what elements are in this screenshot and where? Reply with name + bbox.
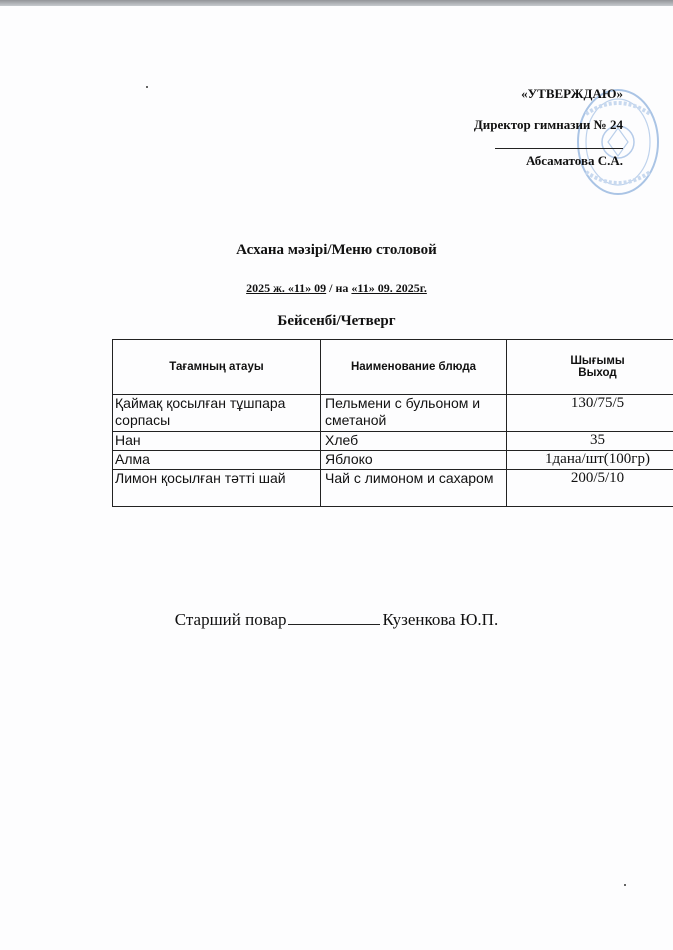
chef-signature-line xyxy=(288,610,380,625)
dish-ru: Пельмени с бульоном и сметаной xyxy=(321,395,507,432)
table-row xyxy=(113,432,673,451)
approval-heading: «УТВЕРЖДАЮ» xyxy=(521,86,623,101)
dish-ru: Яблоко xyxy=(321,451,507,470)
scan-speck xyxy=(146,86,148,88)
table-header-row xyxy=(113,340,673,395)
dish-yield: 130/75/5 xyxy=(507,395,673,432)
table-row xyxy=(113,395,673,432)
dish-ru: Чай с лимоном и сахаром xyxy=(321,470,507,507)
menu-table xyxy=(112,339,673,507)
table-row xyxy=(113,470,673,507)
date-kz: 2025 ж. «11» 09 xyxy=(246,281,327,295)
col-header-kz: Тағамның атауы xyxy=(113,340,321,395)
date-ru: «11» 09. 2025г. xyxy=(351,281,427,295)
day-of-week: Бейсенбі/Четверг xyxy=(277,313,396,329)
dish-yield: 200/5/10 xyxy=(507,470,673,507)
dish-kz: Қаймақ қосылған тұшпара сорпасы xyxy=(113,395,321,432)
dish-ru: Хлеб xyxy=(321,432,507,451)
table-row xyxy=(113,451,673,470)
chef-role: Старший повар xyxy=(174,610,287,629)
page-title: Асхана мәзірі/Меню столовой xyxy=(236,242,437,258)
col-header-ru: Наименование блюда xyxy=(321,340,507,395)
menu-date xyxy=(0,281,673,296)
col-header-yield: Шығымы Выход xyxy=(507,340,673,395)
dish-yield: 1дана/шт(100гр) xyxy=(507,451,673,470)
chef-name: Кузенкова Ю.П. xyxy=(382,610,499,629)
approval-name: Абсаматова С.А. xyxy=(525,153,623,168)
scan-top-edge xyxy=(0,0,673,6)
date-separator: / на xyxy=(326,281,352,295)
approval-block xyxy=(474,84,623,171)
dish-kz: Алма xyxy=(113,451,321,470)
dish-yield: 35 xyxy=(507,432,673,451)
approval-position: Директор гимназии № 24 xyxy=(473,117,623,132)
dish-kz: Нан xyxy=(113,432,321,451)
chef-signature xyxy=(0,610,673,630)
scan-speck xyxy=(624,884,626,886)
dish-kz: Лимон қосылған тәтті шай xyxy=(113,470,321,507)
